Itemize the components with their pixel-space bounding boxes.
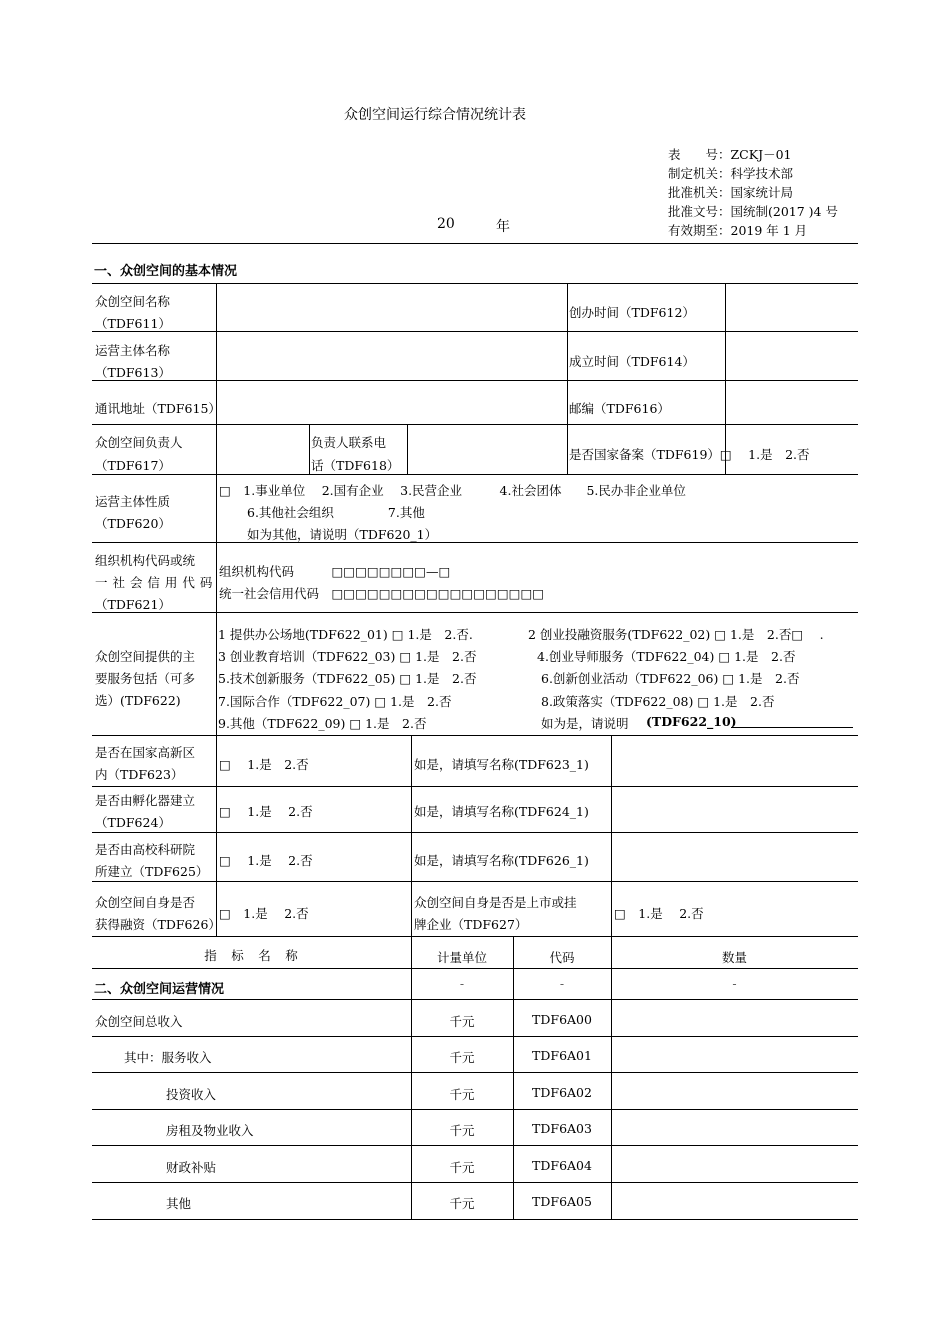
label-found-time: 创办时间（TDF612） [569, 305, 695, 320]
table-row-unit: 千元 [449, 1196, 475, 1211]
org-code-field[interactable]: 组织机构代码 □□□□□□□□—□ [219, 564, 451, 579]
rule [92, 786, 858, 787]
rule [92, 999, 858, 1000]
rule [92, 881, 858, 882]
label-university: 是否由高校科研院 [95, 842, 196, 857]
rule [92, 243, 858, 244]
rule [92, 612, 858, 613]
table-row-code: TDF6A03 [532, 1121, 592, 1136]
service-option-6[interactable]: 6.创新创业活动（TDF622_06) □ 1.是 2.否 [541, 671, 800, 686]
credit-code-field[interactable]: 统一社会信用代码 □□□□□□□□□□□□□□□□□□ [219, 586, 545, 601]
header-code: 代码 [549, 950, 575, 965]
table-row-code: TDF6A05 [532, 1194, 592, 1209]
table-row-code: TDF6A01 [532, 1048, 592, 1063]
service-option-8[interactable]: 8.政策落实（TDF622_08) □ 1.是 2.否 [541, 694, 775, 709]
label-listed-2: 牌企业（TDF627） [414, 917, 528, 932]
meta-approver: 批准机关：国家统计局 [668, 185, 794, 200]
label-financing: 众创空间自身是否 [95, 895, 196, 910]
university-option[interactable]: □ 1.是 2.否 [219, 853, 313, 868]
label-financing-2: 获得融资（TDF626） [95, 917, 221, 932]
service-other-input[interactable] [731, 727, 853, 728]
table-row-code: TDF6A02 [532, 1085, 592, 1100]
rule [92, 1072, 858, 1073]
table-row-name: 其他 [166, 1196, 192, 1211]
rule [92, 542, 858, 543]
section-title-basic: 一、众创空间的基本情况 [94, 264, 238, 279]
incubator-fill: 如是，请填写名称(TDF624_1) [414, 804, 589, 819]
col-divider [411, 735, 412, 936]
label-operator: 运营主体名称 [95, 343, 171, 358]
label-space-name: 众创空间名称 [95, 294, 171, 309]
label-code: 组织机构代码或统 [95, 553, 196, 568]
university-fill: 如是，请填写名称(TDF626_1) [414, 853, 589, 868]
label-incubator: 是否由孵化器建立 [95, 793, 196, 808]
rule [92, 968, 858, 969]
col-divider [216, 283, 217, 936]
label-code-2: 一 社 会 信 用 代 码 [95, 575, 213, 590]
meta-table-no: 表 号：ZCKJ－01 [668, 147, 792, 162]
label-listed: 众创空间自身是否是上市或挂 [414, 895, 577, 910]
label-nature-code: （TDF620） [95, 516, 171, 531]
meta-org: 制定机关：科学技术部 [668, 166, 794, 181]
label-services-2: 要服务包括（可多 [95, 671, 196, 686]
service-option-5[interactable]: 5.技术创新服务（TDF622_05) □ 1.是 2.否 [218, 671, 477, 686]
nature-options-1[interactable]: □ 1.事业单位 2.国有企业 3.民营企业 4.社会团体 5.民办非企业单位 [219, 483, 686, 498]
section-title-operations: 二、众创空间运营情况 [94, 982, 225, 997]
rule [92, 283, 858, 284]
incubator-option[interactable]: □ 1.是 2.否 [219, 804, 313, 819]
rule [92, 474, 858, 475]
rule [92, 424, 858, 425]
label-space-name-code: （TDF611） [95, 316, 171, 331]
rule [92, 380, 858, 381]
service-other-code: (TDF622_10) [646, 714, 737, 729]
year-suffix: 年 [496, 219, 510, 235]
label-leader-code: （TDF617） [95, 458, 171, 473]
table-row-unit: 千元 [449, 1123, 475, 1138]
label-services-3: 选）(TDF622) [95, 693, 181, 708]
label-university-2: 所建立（TDF625） [95, 864, 209, 879]
rule [92, 936, 858, 937]
table-row-name: 众创空间总收入 [95, 1014, 183, 1029]
nature-options-2[interactable]: 6.其他社会组织 7.其他 [247, 505, 425, 520]
financing-option[interactable]: □ 1.是 2.否 [219, 906, 309, 921]
label-postcode: 邮编（TDF616） [569, 401, 670, 416]
label-nature: 运营主体性质 [95, 494, 171, 509]
dash-unit: - [459, 976, 465, 991]
col-divider [567, 283, 568, 474]
hightech-zone-fill: 如是，请填写名称(TDF623_1) [414, 757, 589, 772]
service-option-2[interactable]: 2 创业投融资服务(TDF622_02) □ 1.是 2.否□ . [528, 627, 824, 642]
label-services: 众创空间提供的主 [95, 649, 196, 664]
label-incubator-2: （TDF624） [95, 815, 171, 830]
listed-option[interactable]: □ 1.是 2.否 [614, 906, 704, 921]
table-row-name: 财政补贴 [166, 1160, 217, 1175]
rule [92, 1182, 858, 1183]
table-row-name: 房租及物业收入 [166, 1123, 254, 1138]
rule [92, 1109, 858, 1110]
header-indicator: 指 标 名 称 [204, 948, 299, 963]
nature-other-note: 如为其他，请说明（TDF620_1） [247, 527, 438, 542]
service-other-note: 如为是，请说明 [541, 716, 629, 731]
label-hightech-zone-2: 内（TDF623） [95, 767, 184, 782]
hightech-zone-option[interactable]: □ 1.是 2.否 [219, 757, 309, 772]
filing-option[interactable]: 是否国家备案（TDF619）□ 1.是 2.否 [569, 447, 810, 462]
header-quantity: 数量 [721, 950, 747, 965]
dash-code: - [559, 976, 565, 991]
rule [92, 1036, 858, 1037]
rule [92, 1219, 858, 1220]
service-option-3[interactable]: 3 创业教育培训（TDF622_03) □ 1.是 2.否 [218, 649, 477, 664]
table-row-code: TDF6A00 [532, 1012, 592, 1027]
label-address: 通讯地址（TDF615） [95, 401, 221, 416]
label-leader: 众创空间负责人 [95, 435, 183, 450]
service-option-1[interactable]: 1 提供办公场地(TDF622_01) □ 1.是 2.否. [218, 627, 473, 642]
col-divider [309, 424, 310, 474]
service-option-9[interactable]: 9.其他（TDF622_09) □ 1.是 2.否 [218, 716, 427, 731]
table-row-unit: 千元 [449, 1050, 475, 1065]
table-row-unit: 千元 [449, 1160, 475, 1175]
label-code-3: （TDF621） [95, 597, 171, 612]
year-prefix: 20 [437, 216, 455, 232]
rule [92, 1145, 858, 1146]
header-unit: 计量单位 [436, 950, 487, 965]
rule [92, 735, 858, 736]
service-option-7[interactable]: 7.国际合作（TDF622_07) □ 1.是 2.否 [218, 694, 452, 709]
rule [92, 331, 858, 332]
meta-valid: 有效期至：2019 年 1 月 [668, 223, 808, 238]
table-row-name: 投资收入 [166, 1087, 217, 1102]
label-hightech-zone: 是否在国家高新区 [95, 745, 196, 760]
table-row-unit: 千元 [449, 1014, 475, 1029]
dash-quantity: - [732, 976, 737, 991]
label-establish-time: 成立时间（TDF614） [569, 354, 695, 369]
rule [92, 832, 858, 833]
form-title: 众创空间运行综合情况统计表 [344, 107, 526, 123]
table-row-name: 其中：服务收入 [124, 1050, 212, 1065]
meta-doc-no: 批准文号：国统制(2017 )4 号 [668, 204, 838, 219]
label-contact: 负责人联系电 [311, 435, 387, 450]
table-row-code: TDF6A04 [532, 1158, 592, 1173]
table-row-unit: 千元 [449, 1087, 475, 1102]
col-divider [611, 735, 612, 936]
label-contact-code: 话（TDF618） [311, 458, 400, 473]
service-option-4[interactable]: 4.创业导师服务（TDF622_04) □ 1.是 2.否 [537, 649, 796, 664]
col-divider [407, 424, 408, 474]
label-operator-code: （TDF613） [95, 365, 171, 380]
